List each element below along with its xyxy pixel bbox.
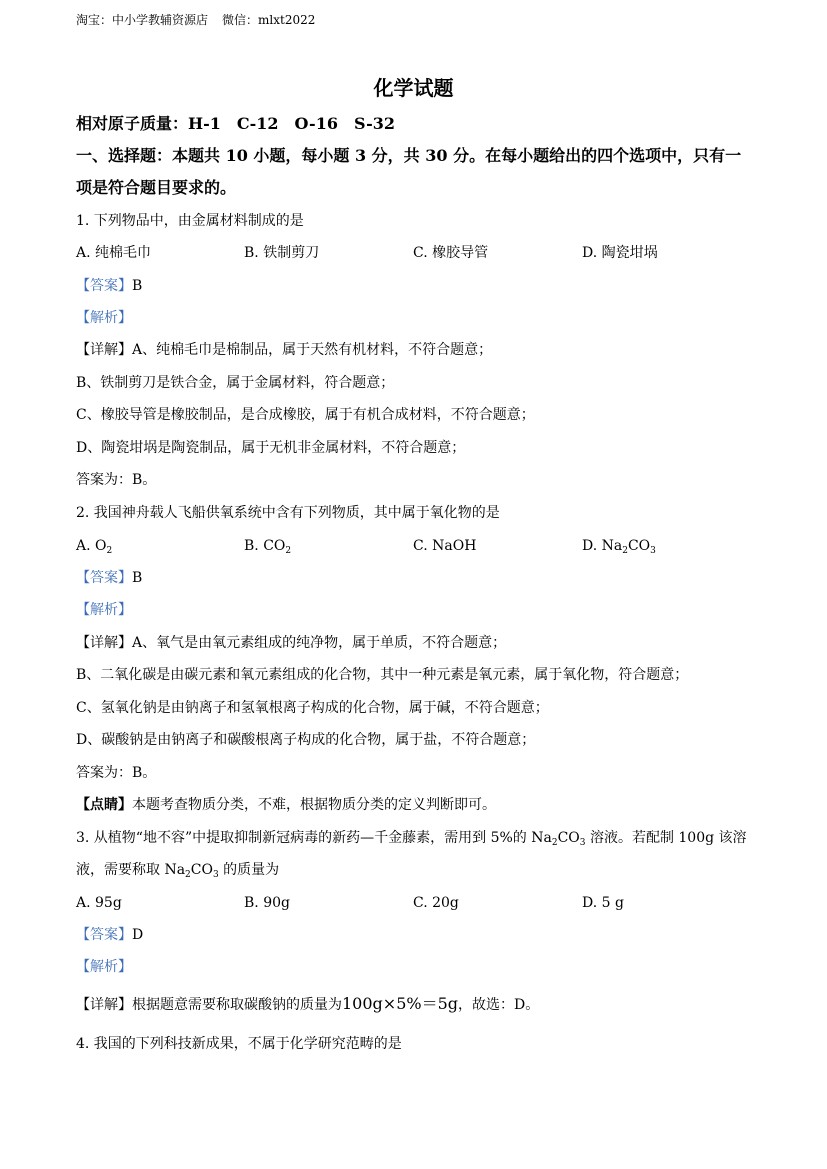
q1-detail-4: D、陶瓷坩埚是陶瓷制品，属于无机非金属材料，不符合题意； [76,440,466,456]
q3-stem1-c: 溶液。若配制 100g 该溶 [585,830,747,846]
detail-label: 【详解】 [76,635,132,651]
q2-analysis-label: 【解析】 [76,602,132,618]
q3-stem-line2 [76,861,279,879]
q3-stem1-sub2: 3 [579,838,586,848]
q2-option-a [76,537,112,555]
q3-detail-text: 根据题意需要称取碳酸钠的质量为 [132,997,342,1013]
q3-stem1-b: CO [557,830,580,846]
q1-detail-3: C、橡胶导管是橡胶制品，是合成橡胶，属于有机合成材料，不符合题意； [76,407,535,423]
answer-label: 【答案】 [76,570,132,586]
q2-comment-text: 本题考查物质分类，不难，根据物质分类的定义判断即可。 [132,797,496,813]
answer-label: 【答案】 [76,927,132,943]
q2-option-d-sub: 2 [622,546,628,556]
q3-option-d: D. 5 g [582,895,624,911]
q2-conclusion: 答案为：B。 [76,765,157,781]
answer-label: 【答案】 [76,278,132,294]
q3-stem2-sub1: 2 [185,870,191,880]
detail-label: 【详解】 [76,997,132,1013]
section-heading-line2: 项是符合题目要求的。 [76,178,237,197]
q1-analysis-label: 【解析】 [76,310,132,326]
q2-option-a-sub: 2 [106,546,113,556]
q3-stem2-a: 液，需要称取 Na [76,862,186,878]
q3-detail-math: 100g×5%＝5g [342,994,458,1013]
section-heading-line1: 一、选择题：本题共 10 小题，每小题 3 分，共 30 分。在每小题给出的四个选项中，只有一 [76,146,742,165]
comment-label: 【点睛】 [76,797,132,813]
q2-option-d-text: D. Na [582,538,623,554]
page-title: 化学试题 [373,76,454,100]
q2-option-a-text: A. O [76,538,107,554]
q1-option-a: A. 纯棉毛巾 [76,245,152,261]
q2-option-b-text: B. CO [244,538,286,554]
q2-option-d-suffix: CO [627,538,651,554]
q1-option-c: C. 橡胶导管 [413,245,489,261]
q3-stem2-c: 的质量为 [218,862,280,878]
q3-detail [76,995,539,1014]
watermark-shop: 淘宝：中小学教辅资源店 [76,13,209,27]
q3-stem2-b: CO [190,862,213,878]
q1-detail-2: B、铁制剪刀是铁合金，属于金属材料，符合题意； [76,375,395,391]
q3-stem2-sub2: 3 [212,870,219,880]
q2-detail-text-1: A、氧气是由氧元素组成的纯净物，属于单质，不符合题意； [132,635,507,651]
watermark-wechat: 微信：mlxt2022 [222,13,316,27]
q2-option-b-sub: 2 [285,546,292,556]
q3-option-c: C. 20g [413,895,459,911]
q1-conclusion: 答案为：B。 [76,472,157,488]
q2-option-b [244,537,291,555]
q1-option-b: B. 铁制剪刀 [244,245,320,261]
q2-detail-3: C、氢氧化钠是由钠离子和氢氧根离子构成的化合物，属于碱，不符合题意； [76,700,549,716]
q2-option-c: C. NaOH [413,538,477,554]
atomic-mass: 相对原子质量：H-1 C-12 O-16 S-32 [76,114,396,133]
q2-detail-2: B、二氧化碳是由碳元素和氧元素组成的化合物，其中一种元素是氧元素，属于氧化物，符合题意； [76,667,689,683]
q1-detail-text-1: A、纯棉毛巾是棉制品，属于天然有机材料，不符合题意； [132,342,493,358]
q1-stem: 1. 下列物品中，由金属材料制成的是 [76,213,304,229]
q3-answer-value: D [132,927,144,943]
q3-analysis-label: 【解析】 [76,959,132,975]
q3-answer [76,926,143,944]
q2-answer [76,569,142,587]
q2-option-d [582,537,656,555]
q4-stem: 4. 我国的下列科技新成果，不属于化学研究范畴的是 [76,1036,402,1052]
q3-detail-end: ，故选：D。 [458,997,540,1013]
q2-detail-1 [76,634,506,652]
q2-answer-value: B [132,570,143,586]
q1-option-d: D. 陶瓷坩埚 [582,245,658,261]
q1-answer [76,277,142,295]
q2-stem: 2. 我国神舟载人飞船供氧系统中含有下列物质，其中属于氧化物的是 [76,505,500,521]
q2-comment [76,796,496,814]
q2-option-d-sub2: 3 [650,546,656,556]
q1-answer-value: B [132,278,143,294]
q3-option-a: A. 95g [76,895,122,911]
q3-stem1-a: 3. 从植物“地不容”中提取抑制新冠病毒的新药—千金藤素，需用到 5%的 Na [76,830,552,846]
detail-label: 【详解】 [76,342,132,358]
watermark [76,11,315,28]
q2-detail-4: D、碳酸钠是由钠离子和碳酸根离子构成的化合物，属于盐，不符合题意； [76,732,536,748]
q3-stem1-sub1: 2 [551,838,558,848]
q3-stem-line1 [76,829,747,847]
q1-detail-1 [76,341,492,359]
q3-option-b: B. 90g [244,895,290,911]
